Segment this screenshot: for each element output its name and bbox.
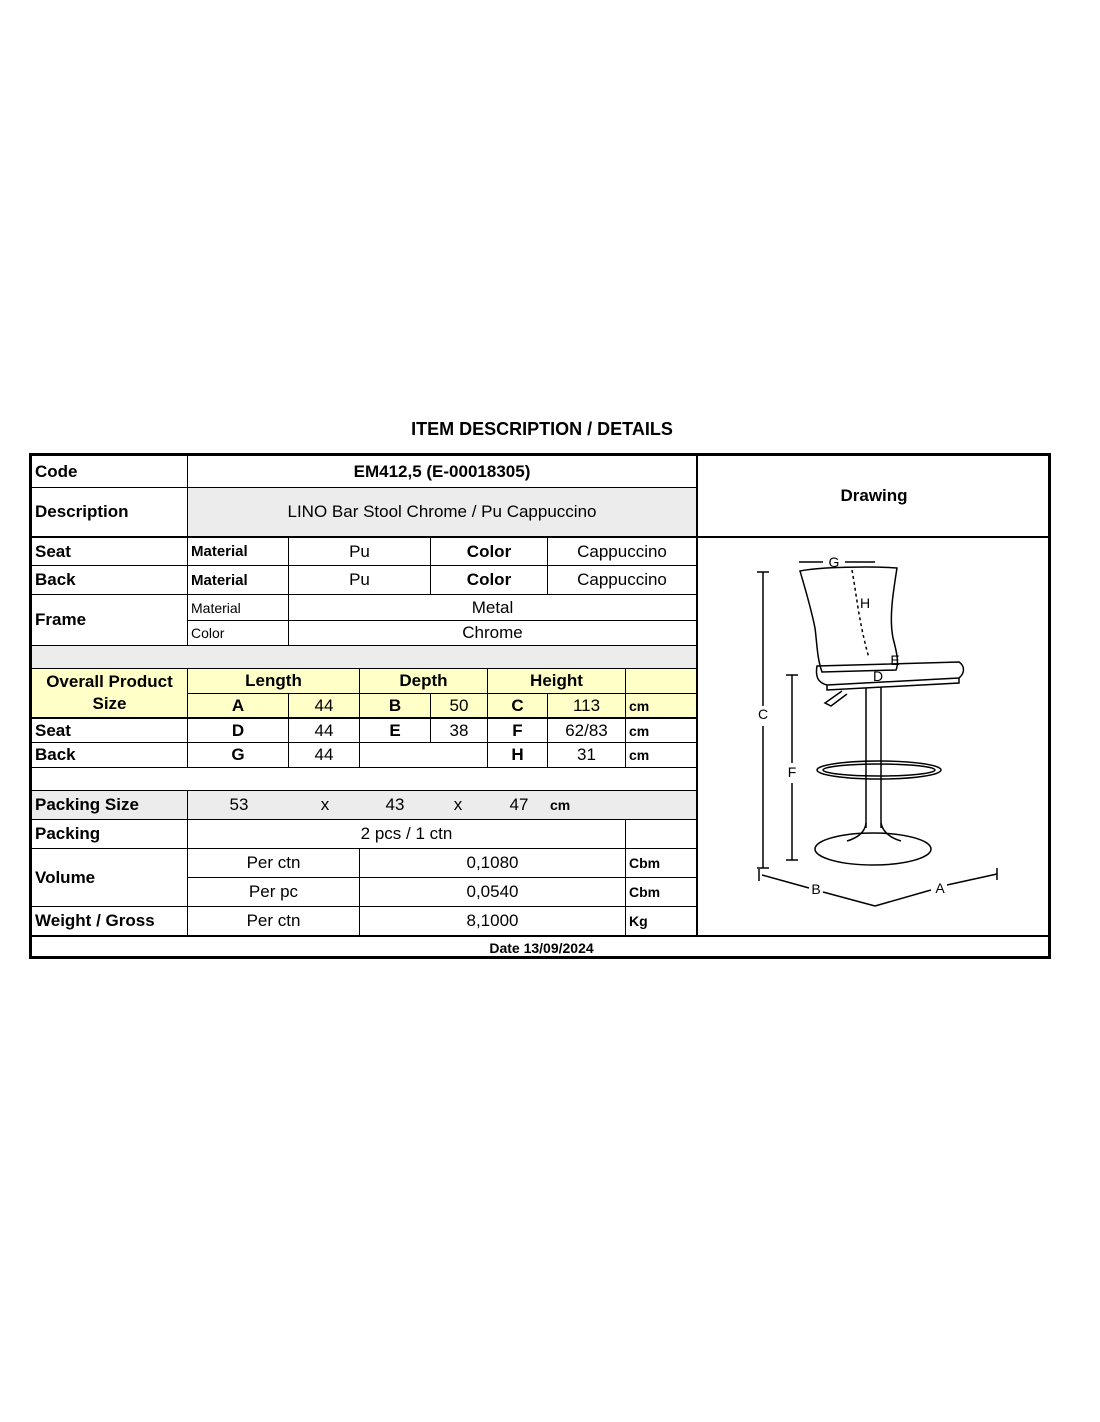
dim-c-label: C	[511, 695, 524, 715]
seat-label: Seat	[35, 541, 71, 561]
overall-size-label-line2: Size	[92, 694, 127, 713]
weight-label: Weight / Gross	[35, 911, 155, 930]
packing-size-length: 53	[229, 795, 249, 814]
dim-overall-unit: cm	[629, 697, 650, 714]
drawing-label-b: B	[811, 881, 821, 897]
seat-material-label: Material	[191, 543, 248, 560]
depth-header: Depth	[399, 671, 448, 690]
weight-per-ctn-label: Per ctn	[246, 911, 301, 930]
dim-f-label: F	[512, 720, 523, 740]
dim-seat-label: Seat	[35, 720, 71, 740]
packing-size-unit: cm	[550, 797, 571, 813]
drawing-label-e: E	[890, 652, 900, 668]
dim-seat-unit: cm	[629, 722, 650, 739]
description-label: Description	[35, 502, 129, 521]
dim-d-label: D	[231, 720, 245, 740]
frame-color-label: Color	[191, 625, 225, 641]
frame-color-value: Chrome	[462, 623, 523, 642]
gap-row-shade	[32, 646, 697, 668]
volume-per-pc-unit: Cbm	[629, 884, 661, 900]
dim-back-label: Back	[35, 745, 76, 764]
drawing-label-c: C	[757, 706, 769, 722]
volume-per-ctn-value: 0,1080	[466, 853, 519, 872]
frame-material-label: Material	[191, 599, 241, 616]
back-color-label: Color	[466, 570, 512, 589]
dim-e-value: 38	[449, 720, 469, 740]
dim-a-value: 44	[314, 695, 334, 715]
packing-size-width: 43	[385, 795, 405, 814]
drawing-label-h: H	[859, 595, 871, 611]
packing-value: 2 pcs / 1 ctn	[360, 824, 453, 843]
volume-per-pc-value: 0,0540	[466, 882, 519, 901]
seat-color-label: Color	[466, 541, 512, 561]
packing-size-x1: x	[320, 795, 330, 814]
dim-g-value: 44	[314, 745, 334, 764]
frame-material-value: Metal	[471, 597, 514, 617]
date-footer: Date 13/09/2024	[489, 939, 594, 956]
dim-g-label: G	[231, 745, 245, 764]
back-material-value: Pu	[349, 570, 370, 589]
back-material-label: Material	[191, 571, 248, 589]
overall-size-label-line1: Overall Product	[46, 672, 173, 691]
page-title: ITEM DESCRIPTION / DETAILS	[411, 419, 673, 439]
dim-c-value: 113	[572, 695, 601, 715]
drawing-label-f: F	[787, 764, 797, 780]
weight-per-ctn-value: 8,1000	[466, 911, 519, 930]
length-header: Length	[245, 671, 302, 690]
dim-a-label: A	[231, 695, 245, 715]
bar-stool-drawing	[697, 538, 1051, 936]
packing-size-label: Packing Size	[35, 795, 139, 814]
volume-per-pc-label: Per pc	[248, 882, 299, 901]
volume-label: Volume	[35, 867, 96, 887]
dim-b-value: 50	[449, 695, 469, 715]
frame-label: Frame	[35, 610, 87, 629]
drawing-label-a: A	[935, 880, 945, 896]
dim-h-value: 31	[577, 745, 596, 764]
dim-e-label: E	[389, 720, 401, 740]
seat-material-value: Pu	[349, 541, 370, 561]
packing-size-height: 47	[509, 795, 529, 814]
dim-f-value: 62/83	[565, 720, 608, 740]
code-value: EM412,5 (E-00018305)	[353, 461, 531, 481]
dim-d-value: 44	[314, 720, 334, 740]
seat-color-value: Cappuccino	[577, 541, 667, 561]
volume-per-ctn-label: Per ctn	[246, 853, 301, 872]
packing-label: Packing	[35, 824, 101, 843]
volume-per-ctn-unit: Cbm	[629, 855, 661, 871]
dim-h-label: H	[511, 745, 524, 764]
packing-size-x2: x	[453, 795, 463, 814]
weight-unit: Kg	[629, 913, 648, 929]
drawing-label: Drawing	[840, 486, 908, 505]
gap-row-shade-2	[32, 768, 697, 790]
dim-back-unit: cm	[629, 747, 650, 763]
drawing-label-g: G	[828, 554, 840, 570]
code-label: Code	[35, 461, 78, 481]
height-header: Height	[530, 671, 583, 690]
overall-size-label	[32, 669, 187, 717]
back-color-value: Cappuccino	[577, 570, 667, 589]
back-label: Back	[35, 570, 76, 589]
drawing-label-d: D	[872, 668, 884, 684]
dim-b-label: B	[388, 695, 402, 715]
description-value: LINO Bar Stool Chrome / Pu Cappuccino	[287, 502, 597, 521]
